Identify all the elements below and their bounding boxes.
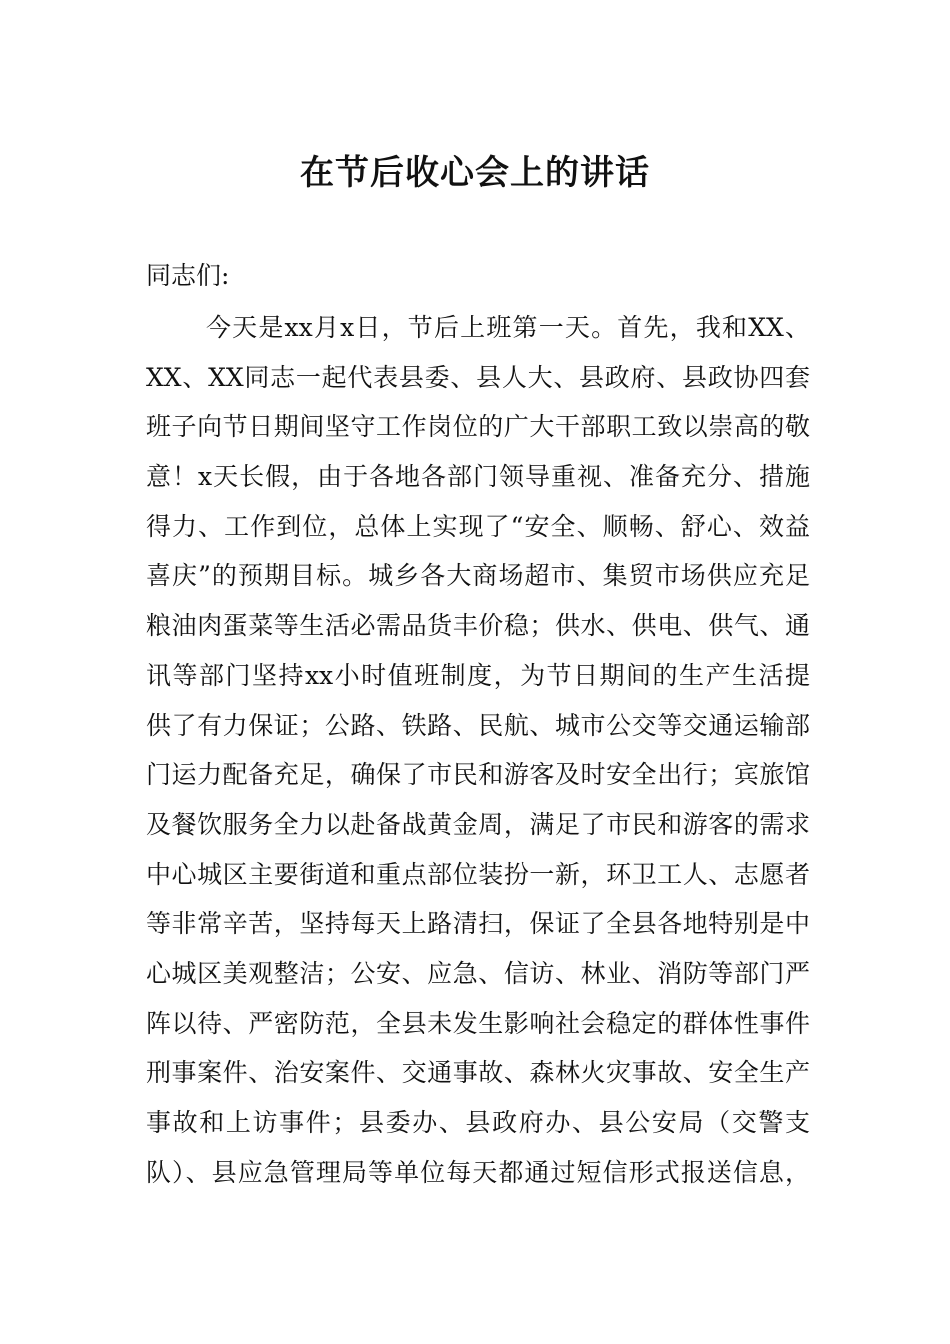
body-line: 供了有力保证；公路、铁路、民航、城市公交等交通运输部 [146, 710, 810, 740]
body-line: 等非常辛苦，坚持每天上路清扫，保证了全县各地特别是中 [146, 909, 810, 939]
body-line: 意！x天长假，由于各地各部门领导重视、准备充分、措施 [146, 462, 810, 492]
body-line: 及餐饮服务全力以赴备战黄金周，满足了市民和游客的需求 [146, 809, 810, 839]
salutation: 同志们: [146, 261, 230, 290]
body-line: 刑事案件、治安案件、交通事故、森林火灾事故、安全生产 [146, 1058, 810, 1088]
body-line: 中心城区主要街道和重点部位装扮一新，环卫工人、志愿者 [146, 859, 810, 889]
body-line: XX、XX同志一起代表县委、县人大、县政府、县政协四套 [146, 362, 810, 392]
body-line: 心城区美观整洁；公安、应急、信访、林业、消防等部门严 [146, 958, 810, 988]
body-line: 班子向节日期间坚守工作岗位的广大干部职工致以崇高的敬 [146, 412, 810, 442]
body-line: 喜庆”的预期目标。城乡各大商场超市、集贸市场供应充足 [146, 561, 810, 591]
body-text [146, 306, 810, 1200]
body-line: 今天是xx月x日，节后上班第一天。首先，我和XX、 [206, 313, 810, 342]
body-line: 事故和上访事件；县委办、县政府办、县公安局（交警支 [146, 1108, 810, 1137]
body-line: 阵以待、严密防范，全县未发生影响社会稳定的群体性事件 [146, 1008, 810, 1038]
body-line: 队）、县应急管理局等单位每天都通过短信形式报送信息， [146, 1157, 810, 1187]
document-title: 在节后收心会上的讲话 [300, 153, 650, 193]
body-line: 讯等部门坚持xx小时值班制度，为节日期间的生产生活提 [146, 660, 810, 690]
body-line: 得力、工作到位，总体上实现了“安全、顺畅、舒心、效益 [146, 511, 810, 541]
body-line: 门运力配备充足，确保了市民和游客及时安全出行；宾旅馆 [146, 760, 810, 790]
body-line: 粮油肉蛋菜等生活必需品货丰价稳；供水、供电、供气、通 [146, 611, 810, 641]
